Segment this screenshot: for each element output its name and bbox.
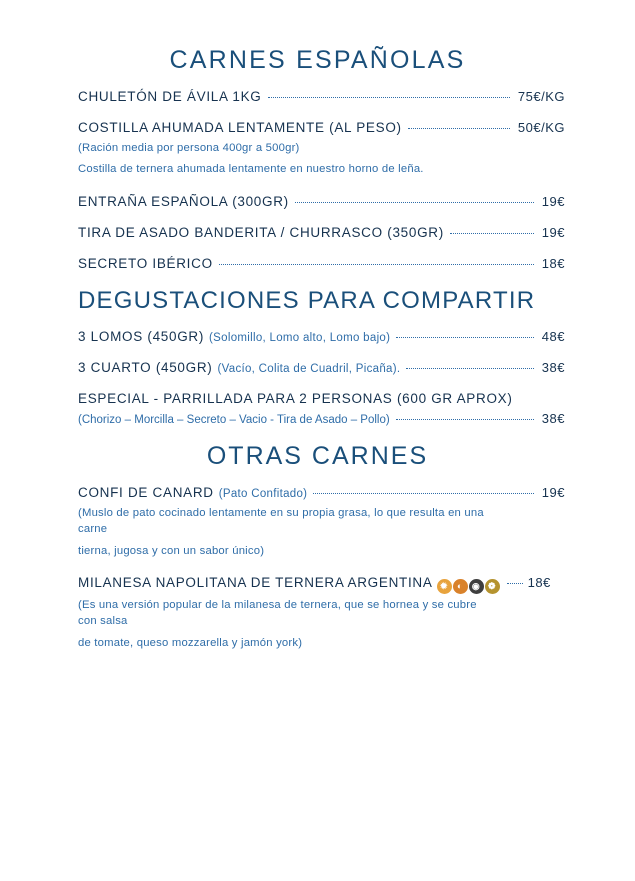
- menu-item-line: [78, 256, 565, 271]
- menu-item-price: 18€: [527, 574, 551, 590]
- menu-item-name: TIRA DE ASADO BANDERITA / CHURRASCO (350GR): [78, 224, 444, 240]
- menu-item-line: [78, 329, 565, 344]
- menu-item-price: 75€/KG: [517, 89, 565, 104]
- leader-dots: [396, 337, 534, 338]
- section-title-degustaciones: DEGUSTACIONES PARA COMPARTIR: [78, 286, 536, 314]
- menu-item-name: CONFI DE CANARD: [78, 484, 214, 500]
- menu-item: [70, 256, 565, 271]
- menu-item: [70, 391, 565, 426]
- gluten-icon: ✹: [437, 579, 452, 594]
- menu-item: [70, 485, 565, 559]
- leader-dots: [295, 202, 534, 203]
- leader-dots: [507, 583, 523, 584]
- menu-item: [70, 89, 565, 104]
- egg-icon: ◐: [453, 579, 468, 594]
- menu-item: [70, 575, 565, 651]
- menu-item-price: 38€: [541, 359, 565, 375]
- leader-dots: [396, 419, 534, 420]
- menu-item-line: [78, 89, 565, 104]
- menu-item-line: [78, 225, 565, 240]
- leader-dots: [313, 493, 533, 494]
- menu-item-description: tierna, jugosa y con un sabor único): [78, 544, 265, 557]
- menu-item-line: [78, 411, 565, 426]
- menu-item-subtitle: (Chorizo – Morcilla – Secreto – Vacio - Tira de Asado – Pollo): [78, 413, 390, 426]
- leader-dots: [408, 128, 510, 129]
- menu-item: [70, 360, 565, 375]
- leader-dots: [268, 97, 510, 98]
- menu-item-name: SECRETO IBÉRICO: [78, 255, 213, 271]
- menu-item-description: (Muslo de pato cocinado lentamente en su propia grasa, lo que resulta en una carne: [78, 506, 484, 536]
- menu-item-name: CHULETÓN DE ÁVILA 1KG: [78, 89, 262, 104]
- menu-item-line: [78, 575, 565, 592]
- menu-item: [70, 120, 565, 178]
- leader-dots: [450, 233, 534, 234]
- menu-item-name: 3 CUARTO (450GR): [78, 359, 213, 375]
- menu-item-name: COSTILLA AHUMADA LENTAMENTE (AL PESO): [78, 120, 402, 135]
- allergen-icons: [437, 579, 500, 594]
- menu-item-line: [78, 194, 565, 209]
- menu-item-description: Costilla de ternera ahumada lentamente en nuestro horno de leña.: [78, 163, 424, 176]
- menu-item-subtitle: (Vacío, Colita de Cuadril, Picaña).: [217, 362, 401, 375]
- milk-icon: ◉: [469, 579, 484, 594]
- menu-item-subtitle: (Pato Confitado): [218, 487, 308, 500]
- section-title-carnes-espanolas: CARNES ESPAÑOLAS: [169, 46, 466, 74]
- menu-item-price: 18€: [541, 255, 565, 271]
- menu-item: [70, 225, 565, 240]
- menu-item-name: 3 LOMOS (450GR): [78, 328, 205, 344]
- menu-item-line: [78, 360, 565, 375]
- menu-item: [70, 329, 565, 344]
- menu-item-description: de tomate, queso mozzarella y jamón york): [78, 636, 303, 649]
- leader-dots: [406, 368, 533, 369]
- menu-item-description: (Ración media por persona 400gr a 500gr): [78, 142, 300, 154]
- menu-item-name: ENTRAÑA ESPAÑOLA (300GR): [78, 193, 289, 209]
- menu-item-name: MILANESA NAPOLITANA DE TERNERA ARGENTINA: [78, 574, 433, 590]
- menu-item-price: 19€: [541, 224, 565, 240]
- menu-item-line: [78, 485, 565, 500]
- menu-item-price: 50€/KG: [517, 120, 565, 135]
- menu-item-name: ESPECIAL - PARRILLADA PARA 2 PERSONAS (600 GR APROX): [78, 390, 513, 406]
- leader-dots: [219, 264, 534, 265]
- menu-item-price: 38€: [541, 410, 565, 426]
- menu-item-price: 19€: [541, 484, 565, 500]
- menu-item-line: [78, 120, 565, 135]
- section-title-otras-carnes: OTRAS CARNES: [206, 441, 429, 470]
- menu-item-price: 19€: [541, 193, 565, 209]
- menu-item: [70, 194, 565, 209]
- menu-item-price: 48€: [541, 328, 565, 344]
- mustard-icon: ❁: [485, 579, 500, 594]
- menu-item-description: (Es una versión popular de la milanesa de ternera, que se hornea y se cubre con salsa: [78, 598, 477, 628]
- menu-item-subtitle: (Solomillo, Lomo alto, Lomo bajo): [209, 331, 391, 344]
